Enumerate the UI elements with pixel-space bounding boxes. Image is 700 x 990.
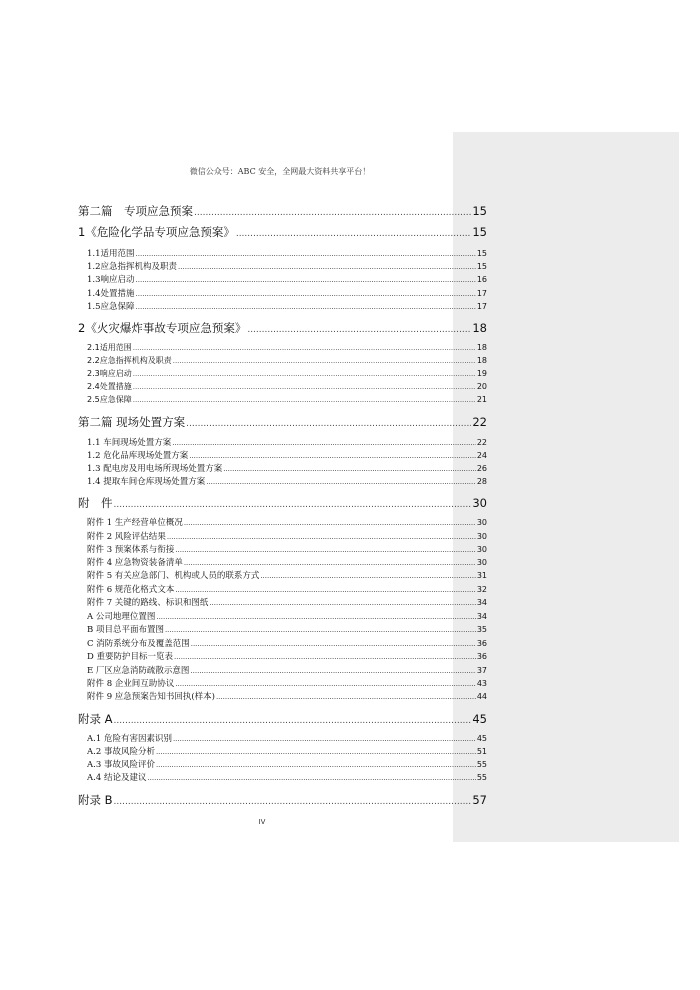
toc-entry[interactable]: 1.3 响应启动 ..... 16: [78, 273, 487, 285]
toc-entry[interactable]: 2.2 应急指挥机构及职责 ..... 18: [78, 355, 487, 366]
toc-entry[interactable]: 2.4 处置措施 ..... 20: [78, 381, 487, 392]
toc-entry[interactable]: 1.3 配电房及用电场所现场处置方案 ..... 26: [78, 462, 487, 474]
toc-entry[interactable]: 附件 6 规范化格式文本 ..... 32: [78, 583, 487, 595]
toc-entry[interactable]: 2.3 响应启动 ..... 19: [78, 368, 487, 379]
toc-entry[interactable]: 1.1 适用范围 ..... 15: [78, 247, 487, 259]
toc-entry[interactable]: B 项目总平面布置图 ..... 35: [78, 623, 487, 635]
toc-entry[interactable]: 附件 2 风险评估结果 ..... 30: [78, 530, 487, 542]
toc-entry[interactable]: 附 件 ..... 30: [78, 495, 487, 511]
toc-entry[interactable]: 附件 7 关键的路线、标识和图纸 ..... 34: [78, 596, 487, 608]
page-number: IV: [258, 818, 266, 826]
toc-entry[interactable]: 附件 1 生产经营单位概况 ..... 30: [78, 516, 487, 528]
toc-entry[interactable]: A.4 结论及建议 ..... 55: [78, 771, 487, 783]
toc-entry[interactable]: 1《危险化学品专项应急预案》 ..... 15: [78, 224, 487, 240]
toc-entry[interactable]: E 厂区应急消防疏散示意图 ..... 37: [78, 664, 487, 676]
toc-entry[interactable]: 第二篇 专项应急预案 ..... 15: [78, 203, 487, 219]
toc-entry[interactable]: 1.5 应急保障 ..... 17: [78, 300, 487, 312]
toc-entry[interactable]: D 重要防护目标一览表 ..... 36: [78, 650, 487, 662]
header-watermark: 微信公众号：ABC 安全，全网最大资料共享平台！: [189, 167, 371, 176]
toc-entry[interactable]: 附件 3 预案体系与衔接 ..... 30: [78, 543, 487, 555]
toc-entry[interactable]: 1.4 提取车间仓库现场处置方案 ..... 28: [78, 475, 487, 487]
toc-entry[interactable]: A.1 危险有害因素识别 ..... 45: [78, 732, 487, 744]
toc-entry[interactable]: 附录 A ..... 45: [78, 711, 487, 727]
toc-entry[interactable]: 附录 B ..... 57: [78, 792, 487, 808]
toc-entry[interactable]: 2.5 应急保障 ..... 21: [78, 394, 487, 405]
toc-entry[interactable]: A 公司地理位置图 ..... 34: [78, 610, 487, 622]
toc-entry[interactable]: 第二篇 现场处置方案 ..... 22: [78, 414, 487, 430]
toc-entry[interactable]: 2.1 适用范围 ..... 18: [78, 342, 487, 353]
toc-entry[interactable]: 1.1 车间现场处置方案 ..... 22: [78, 436, 487, 448]
toc-entry[interactable]: 1.2 危化品库现场处置方案 ..... 24: [78, 449, 487, 461]
toc-entry[interactable]: 1.2 应急指挥机构及职责 ..... 15: [78, 260, 487, 272]
toc-entry[interactable]: 附件 8 企业间互助协议 ..... 43: [78, 677, 487, 689]
toc-entry[interactable]: 附件 5 有关应急部门、机构或人员的联系方式 ..... 31: [78, 569, 487, 581]
toc-entry[interactable]: A.3 事故风险评价 ..... 55: [78, 758, 487, 770]
toc-entry[interactable]: C 消防系统分布及覆盖范围 ..... 36: [78, 637, 487, 649]
toc-entry[interactable]: A.2 事故风险分析 ..... 51: [78, 745, 487, 757]
toc-entry[interactable]: 附件 4 应急物资装备清单 ..... 30: [78, 556, 487, 568]
toc-entry[interactable]: 附件 9 应急预案告知书回执(样本) ..... 44: [78, 690, 487, 702]
toc-entry[interactable]: 1.4 处置措施 ..... 17: [78, 287, 487, 299]
toc-entry[interactable]: 2《火灾爆炸事故专项应急预案》 ..... 18: [78, 320, 487, 336]
